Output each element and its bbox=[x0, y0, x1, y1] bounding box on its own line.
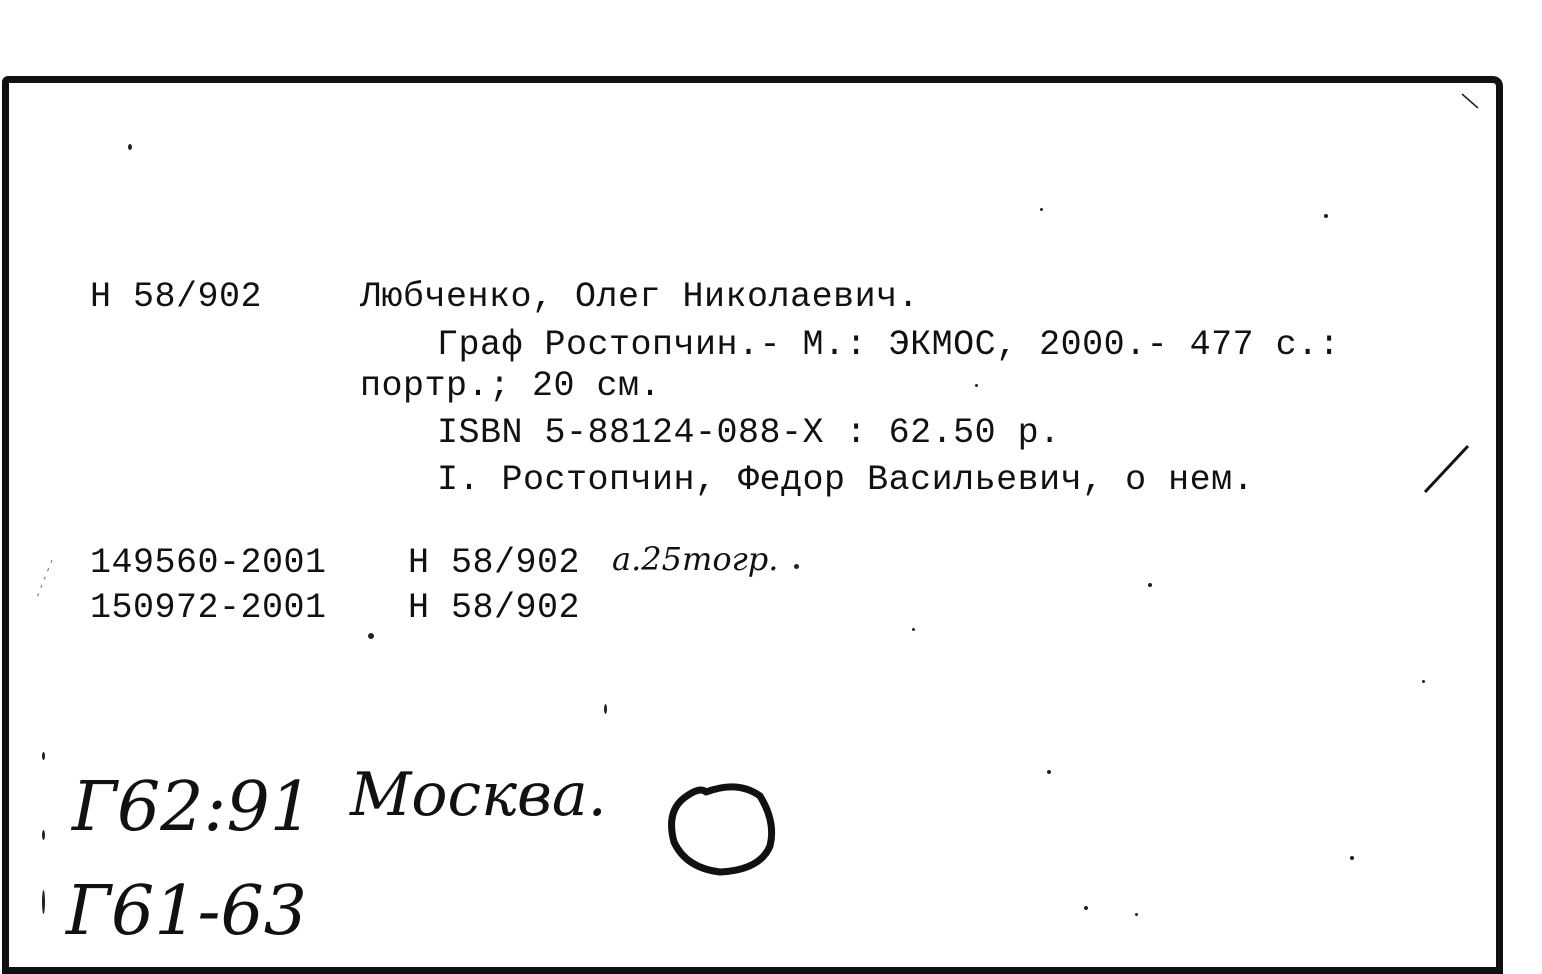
author-heading: Любченко, Олег Николаевич. bbox=[360, 277, 920, 317]
scan-speck bbox=[794, 564, 799, 569]
handwritten-classification: Г61-63 bbox=[66, 872, 308, 951]
holding-shelfmark: Н 58/902 bbox=[408, 543, 581, 583]
handwritten-place: Москва. bbox=[350, 760, 607, 830]
handwritten-classification: Г62:91 bbox=[72, 768, 313, 847]
holding-note: а.25тогр. bbox=[612, 540, 779, 578]
subject-heading: I. Ростопчин, Федор Васильевич, о нем. bbox=[437, 460, 1255, 500]
scan-speck bbox=[1422, 680, 1425, 683]
physical-description: портр.; 20 см. bbox=[360, 366, 662, 406]
title-statement: Граф Ростопчин.- М.: ЭКМОС, 2000.- 477 с.: bbox=[437, 325, 1341, 365]
scan-speck bbox=[42, 890, 45, 914]
holding-shelfmark: Н 58/902 bbox=[408, 588, 581, 628]
pencil-tick bbox=[36, 560, 52, 600]
pencil-slash bbox=[1425, 446, 1468, 492]
holding-accession: 149560-2001 bbox=[90, 543, 327, 583]
scan-speck bbox=[1135, 913, 1138, 916]
scan-speck bbox=[1324, 214, 1328, 218]
pencil-tick bbox=[1462, 94, 1478, 108]
scan-speck bbox=[42, 830, 45, 840]
scan-speck bbox=[1040, 208, 1043, 211]
scan-speck bbox=[912, 628, 915, 631]
isbn-price: ISBN 5-88124-088-X : 62.50 р. bbox=[437, 413, 1061, 453]
scan-speck bbox=[42, 752, 45, 760]
scan-speck bbox=[368, 633, 374, 639]
library-stamp-circle bbox=[672, 787, 772, 872]
holding-accession: 150972-2001 bbox=[90, 588, 327, 628]
scan-speck bbox=[1350, 856, 1354, 860]
shelfmark: Н 58/902 bbox=[90, 277, 263, 317]
scan-speck bbox=[1148, 583, 1152, 587]
scan-speck bbox=[128, 144, 132, 150]
scan-speck bbox=[604, 704, 607, 714]
scan-speck bbox=[1047, 770, 1051, 774]
scan-speck bbox=[1084, 906, 1088, 910]
scan-speck bbox=[975, 384, 978, 387]
